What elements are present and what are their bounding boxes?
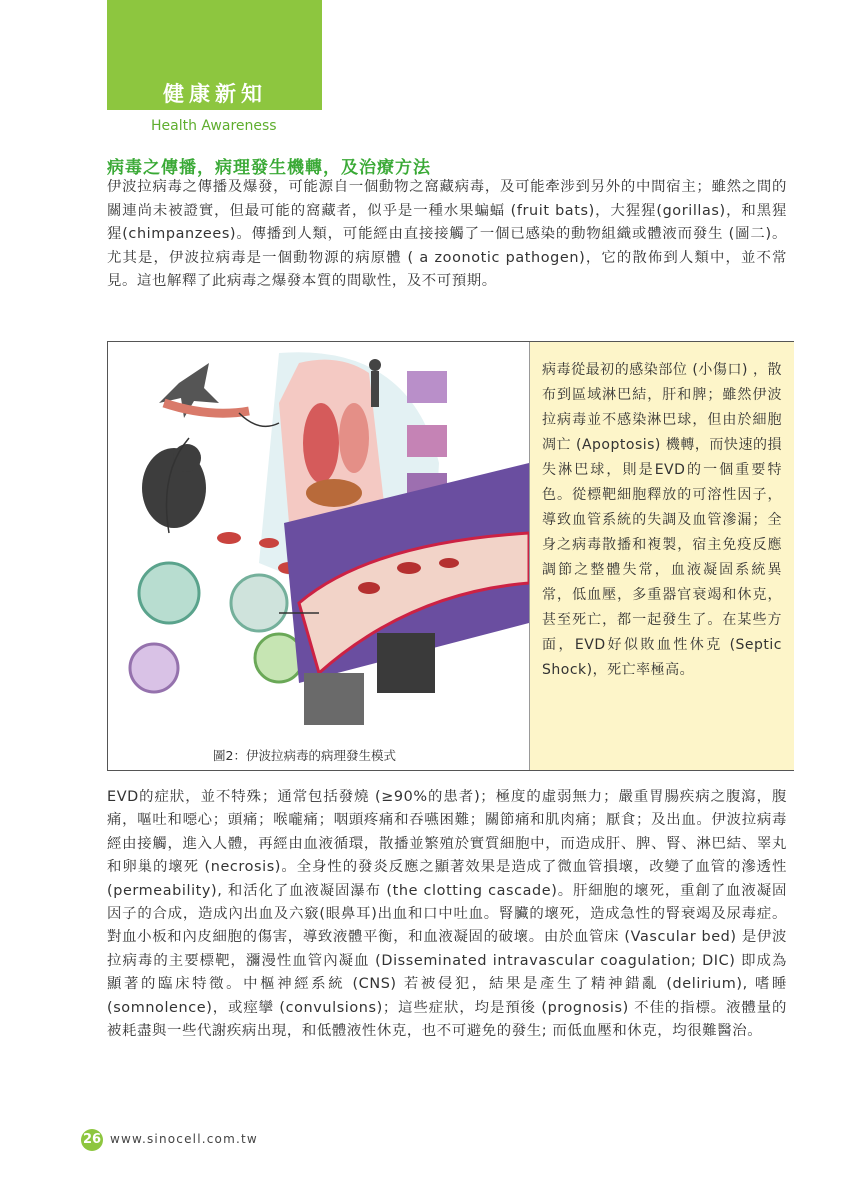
page-number: 26 xyxy=(81,1129,103,1151)
figure-box xyxy=(107,341,794,771)
paragraph-transmission: 伊波拉病毒之傳播及爆發，可能源自一個動物之窩藏病毒，及可能牽涉到另外的中間宿主；雖然之間的關連尚未被證實，但最可能的窩藏者，似乎是一種水果蝙蝠 (fruit bats)，大猩猩(gorillas)，和黑猩猩(chimpanzees)。傳播到人類，可能經由直接接觸了一個已感染的動物組織或體液而發生 (圖二)。尤其是，伊波拉病毒是一個動物源的病原體 ( a zoonotic pathogen)，它的散佈到人類中，並不常見。這也解釋了此病毒之爆發本質的間歇性，及不可預期。 xyxy=(107,179,787,289)
figure-caption: 圖2：伊波拉病毒的病理發生模式 xyxy=(213,748,396,763)
footer-url[interactable]: www.sinocell.com.tw xyxy=(110,1132,258,1146)
header-subtitle: Health Awareness xyxy=(151,118,277,134)
pathogenesis-illustration xyxy=(109,343,529,767)
section-title: 病毒之傳播，病理發生機轉，及治療方法 xyxy=(107,158,431,178)
side-note-text: 病毒從最初的感染部位 (小傷口) ，散布到區域淋巴結，肝和脾；雖然伊波拉病毒並不感染淋巴球，但由於細胞凋亡 (Apoptosis) 機轉，而快速的損失淋巴球，則是EVD的一個重要特色。從標靶細胞釋放的可溶性因子，導致血管系統的失調及血管滲漏；全身之病毒散播和複製，宿主免疫反應調節之整體失常，血液凝固系統異常，低血壓，多重器官衰竭和休克，甚至死亡，都一起發生了。在某些方面，EVD好似敗血性休克 (Septic Shock)，死亡率極高。 xyxy=(542,362,782,678)
paragraph-symptoms: EVD的症狀，並不特殊；通常包括發燒 (≥90%的患者)；極度的虛弱無力；嚴重胃腸疾病之腹瀉，腹痛，嘔吐和噁心；頭痛；喉嚨痛；咽頭疼痛和吞嚥困難；關節痛和肌肉痛；厭食；及出血。伊波拉病毒經由接觸，進入人體，再經由血液循環，散播並繁殖於實質細胞中，而造成肝、脾、腎、淋巴結、睪丸和卵巢的壞死 (necrosis)。全身性的發炎反應之顯著效果是造成了微血管損壞，改變了血管的滲透性 (permeability), 和活化了血液凝固瀑布 (the clotting cascade)。肝細胞的壞死，重創了血液凝固因子的合成，造成內出血及六竅(眼鼻耳)出血和口中吐血。腎臟的壞死，造成急性的腎衰竭及尿毒症。對血小板和內皮細胞的傷害，導致液體平衡，和血液凝固的破壞。由於血管床 (Vascular bed) 是伊波拉病毒的主要標靶，瀰漫性血管內凝血 (Disseminated intravascular coagulation; DIC) 即成為顯著的臨床特徵。中樞神經系統 (CNS) 若被侵犯，結果是產生了精神錯亂 (delirium), 嗜睡 (somnolence)，或痙攣 (convulsions)；這些症狀，均是預後 (prognosis) 不佳的指標。液體量的被耗盡與一些代謝疾病出現，和低體液性休克，也不可避免的發生; 而低血壓和休克，均很難醫治。 xyxy=(107,789,787,1040)
header-title: 健康新知 xyxy=(163,82,267,106)
side-note xyxy=(529,342,794,770)
